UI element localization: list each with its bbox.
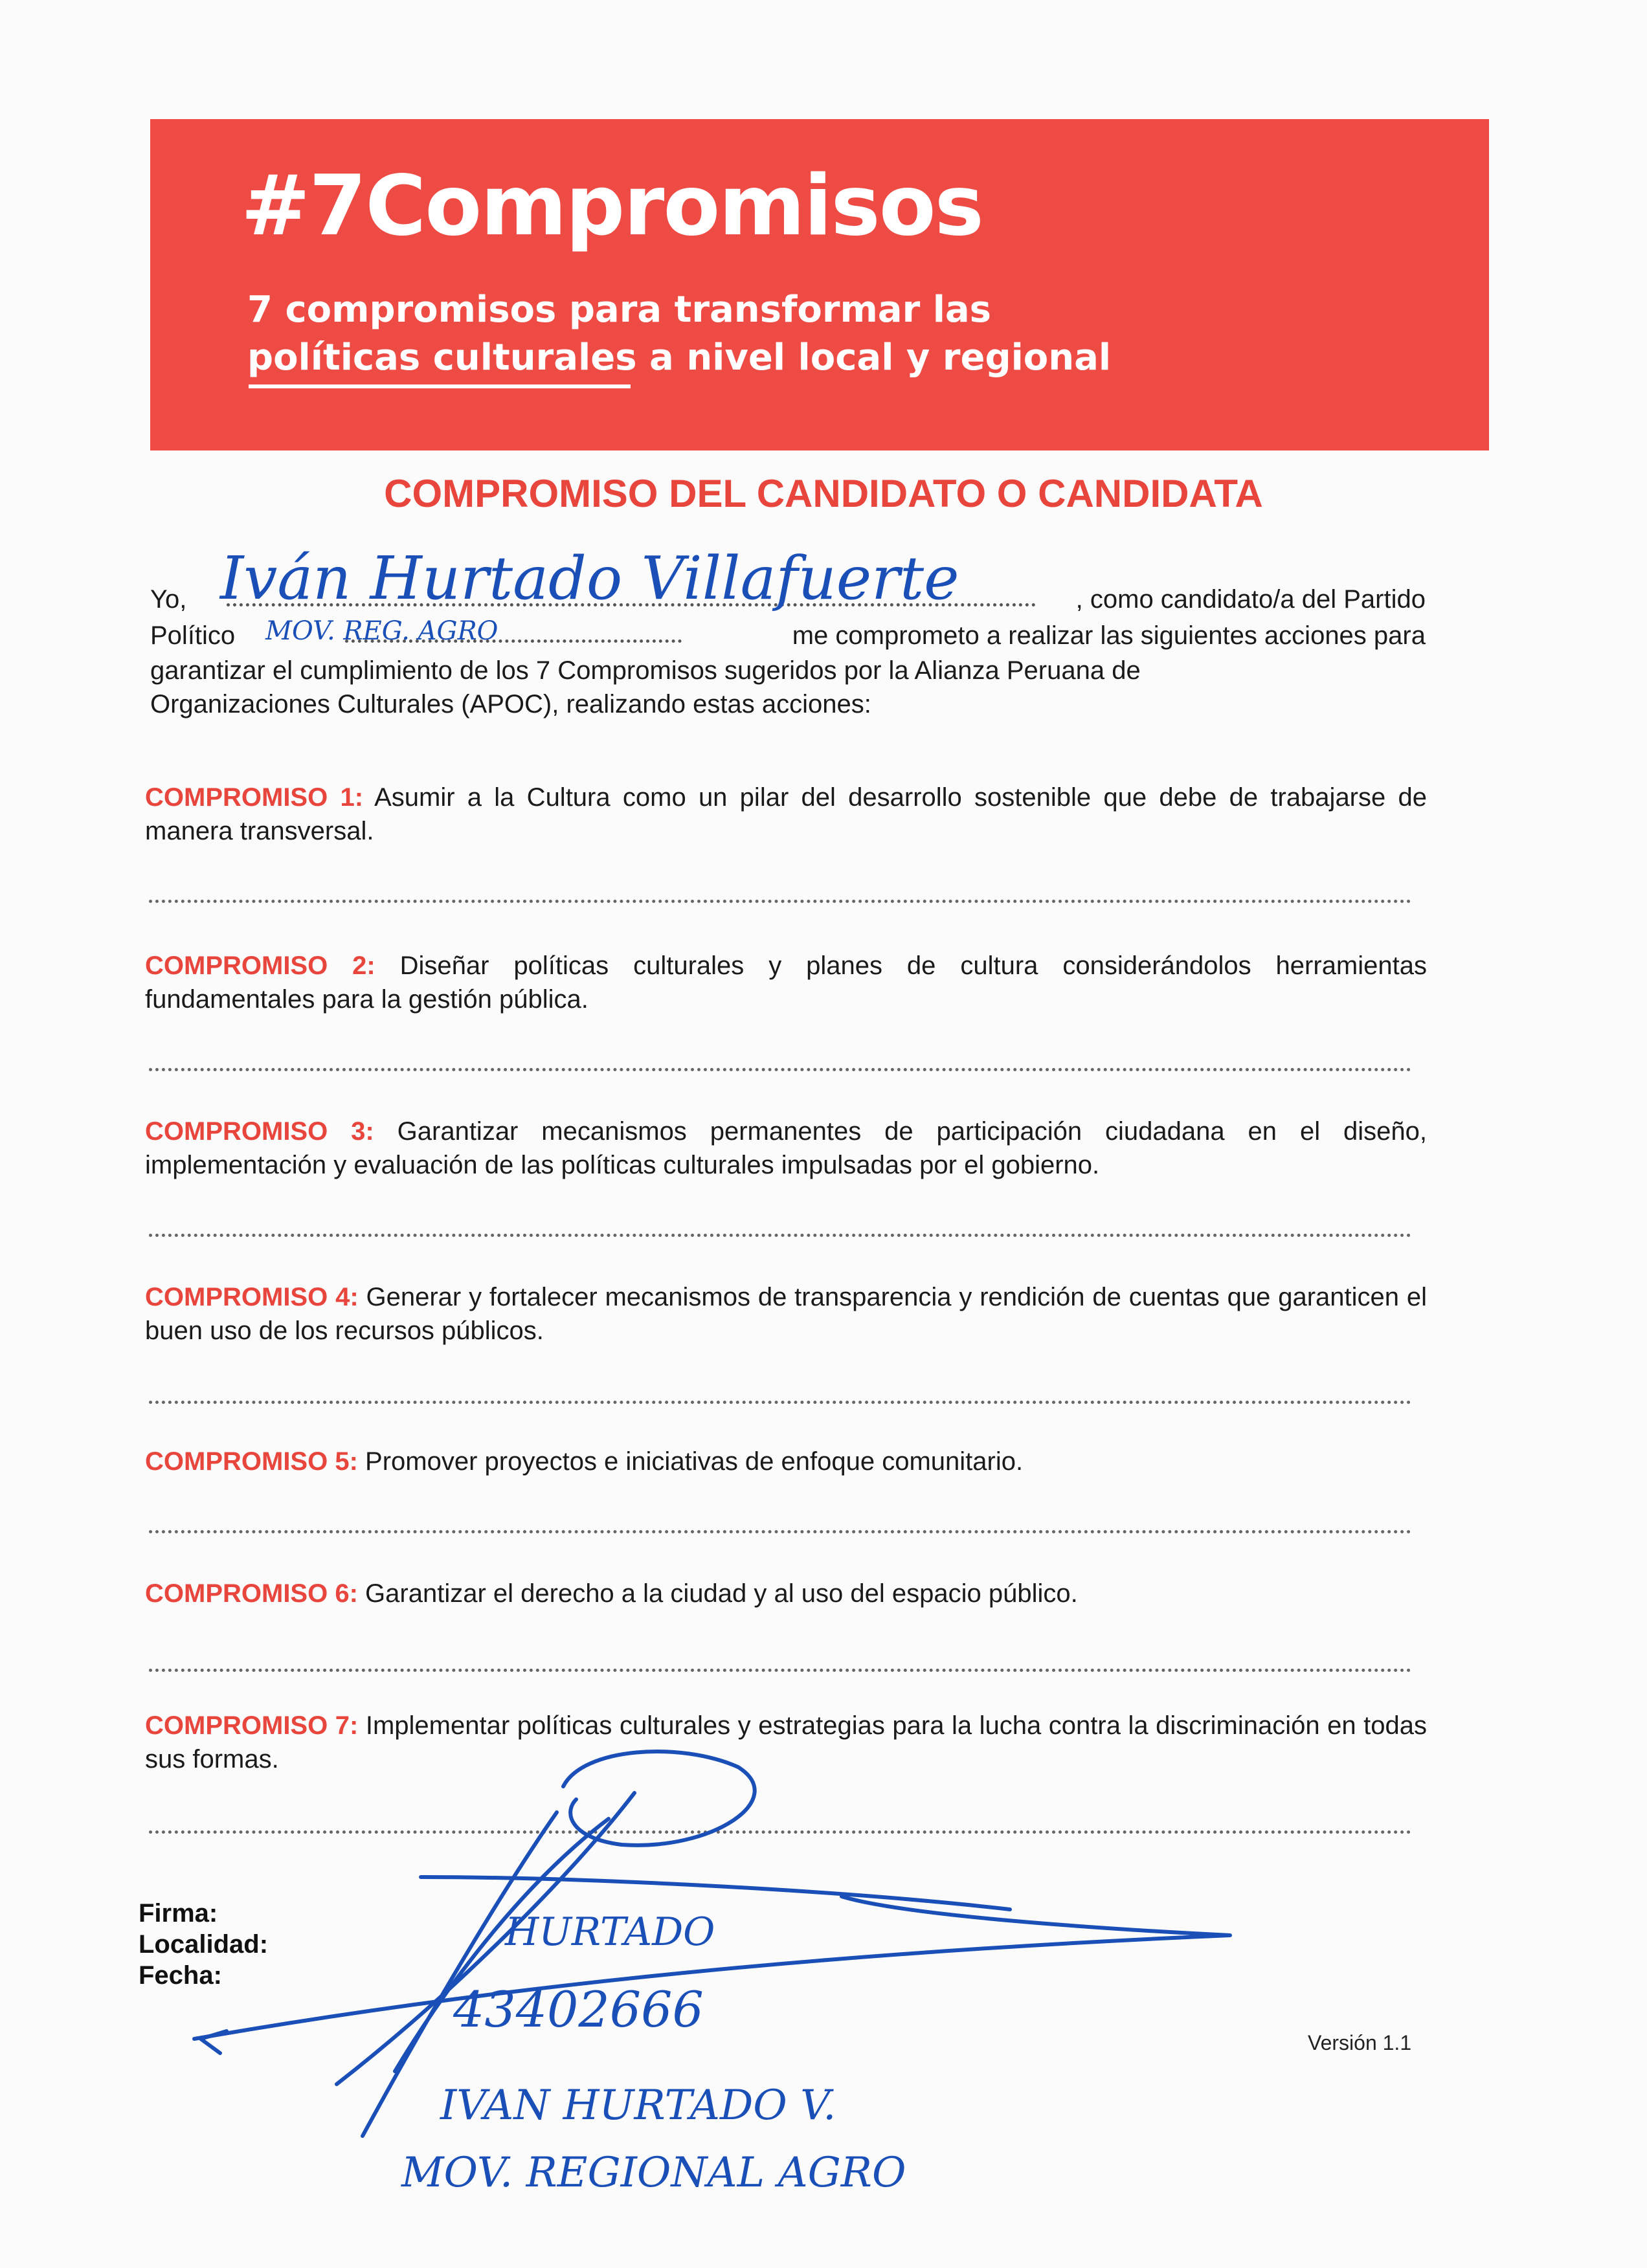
intro-politico: Político [150, 621, 236, 650]
intro-party-suffix: me comprometo a realizar las siguientes acciones para [792, 621, 1426, 650]
firma-label: Firma: [139, 1899, 218, 1928]
compromiso-7-label: COMPROMISO 7: [145, 1711, 359, 1740]
compromiso-4-text: Generar y fortalecer mecanismos de transparencia y rendición de cuentas que garanticen el buen uso de los recursos públicos. [145, 1283, 1427, 1345]
handwritten-candidate-name: Iván Hurtado Villafuerte [220, 544, 959, 613]
handwritten-locality: MOV. REGIONAL AGRO [401, 2149, 906, 2197]
localidad-label: Localidad: [139, 1930, 269, 1959]
compromiso-4-label: COMPROMISO 4: [145, 1283, 359, 1311]
handwritten-printed-name: IVAN HURTADO V. [440, 2082, 836, 2129]
intro-line-4: Organizaciones Culturales (APOC), realizando estas acciones: [150, 690, 871, 718]
compromiso-3-text: Garantizar mecanismos permanentes de participación ciudadana en el diseño, implementación y evaluación de las políticas culturales impulsadas por el gobierno. [145, 1117, 1427, 1179]
compromiso-7-text: Implementar políticas culturales y estrategias para la lucha contra la discriminación en todas sus formas. [145, 1711, 1427, 1773]
version-label: Versión 1.1 [1308, 2031, 1412, 2054]
compromiso-6-text: Garantizar el derecho a la ciudad y al uso del espacio público. [365, 1579, 1078, 1608]
compromiso-3-label: COMPROMISO 3: [145, 1117, 374, 1146]
compromiso-6-label: COMPROMISO 6: [145, 1579, 358, 1608]
handwritten-signature-name: HURTADO [505, 1909, 715, 1955]
compromiso-1-label: COMPROMISO 1: [145, 783, 364, 812]
intro-line-3: garantizar el cumplimiento de los 7 Compromisos sugeridos por la Alianza Peruana de [150, 656, 1141, 685]
handwritten-dni: 43402666 [453, 1981, 704, 2038]
compromiso-1-text: Asumir a la Cultura como un pilar del desarrollo sostenible que debe de trabajarse de manera transversal. [145, 783, 1427, 845]
handwritten-party: MOV. REG. AGRO [265, 616, 499, 646]
document-heading: COMPROMISO DEL CANDIDATO O CANDIDATA [384, 472, 1263, 515]
compromiso-5-label: COMPROMISO 5: [145, 1447, 358, 1476]
banner-subtitle-line1: 7 compromisos para transformar las [247, 289, 992, 331]
compromiso-2-text: Diseñar políticas culturales y planes de cultura considerándolos herramientas fundamentales para la gestión pública. [145, 951, 1427, 1014]
banner-subtitle-line2: políticas culturales a nivel local y regional [247, 337, 1112, 379]
banner-title: #7Compromisos [241, 158, 983, 254]
compromiso-2-label: COMPROMISO 2: [145, 951, 375, 980]
fecha-label: Fecha: [139, 1961, 222, 1990]
intro-candidate-suffix: , como candidato/a del Partido [1075, 585, 1426, 614]
compromiso-5-text: Promover proyectos e iniciativas de enfoque comunitario. [365, 1447, 1024, 1476]
intro-yo: Yo, [150, 585, 187, 614]
